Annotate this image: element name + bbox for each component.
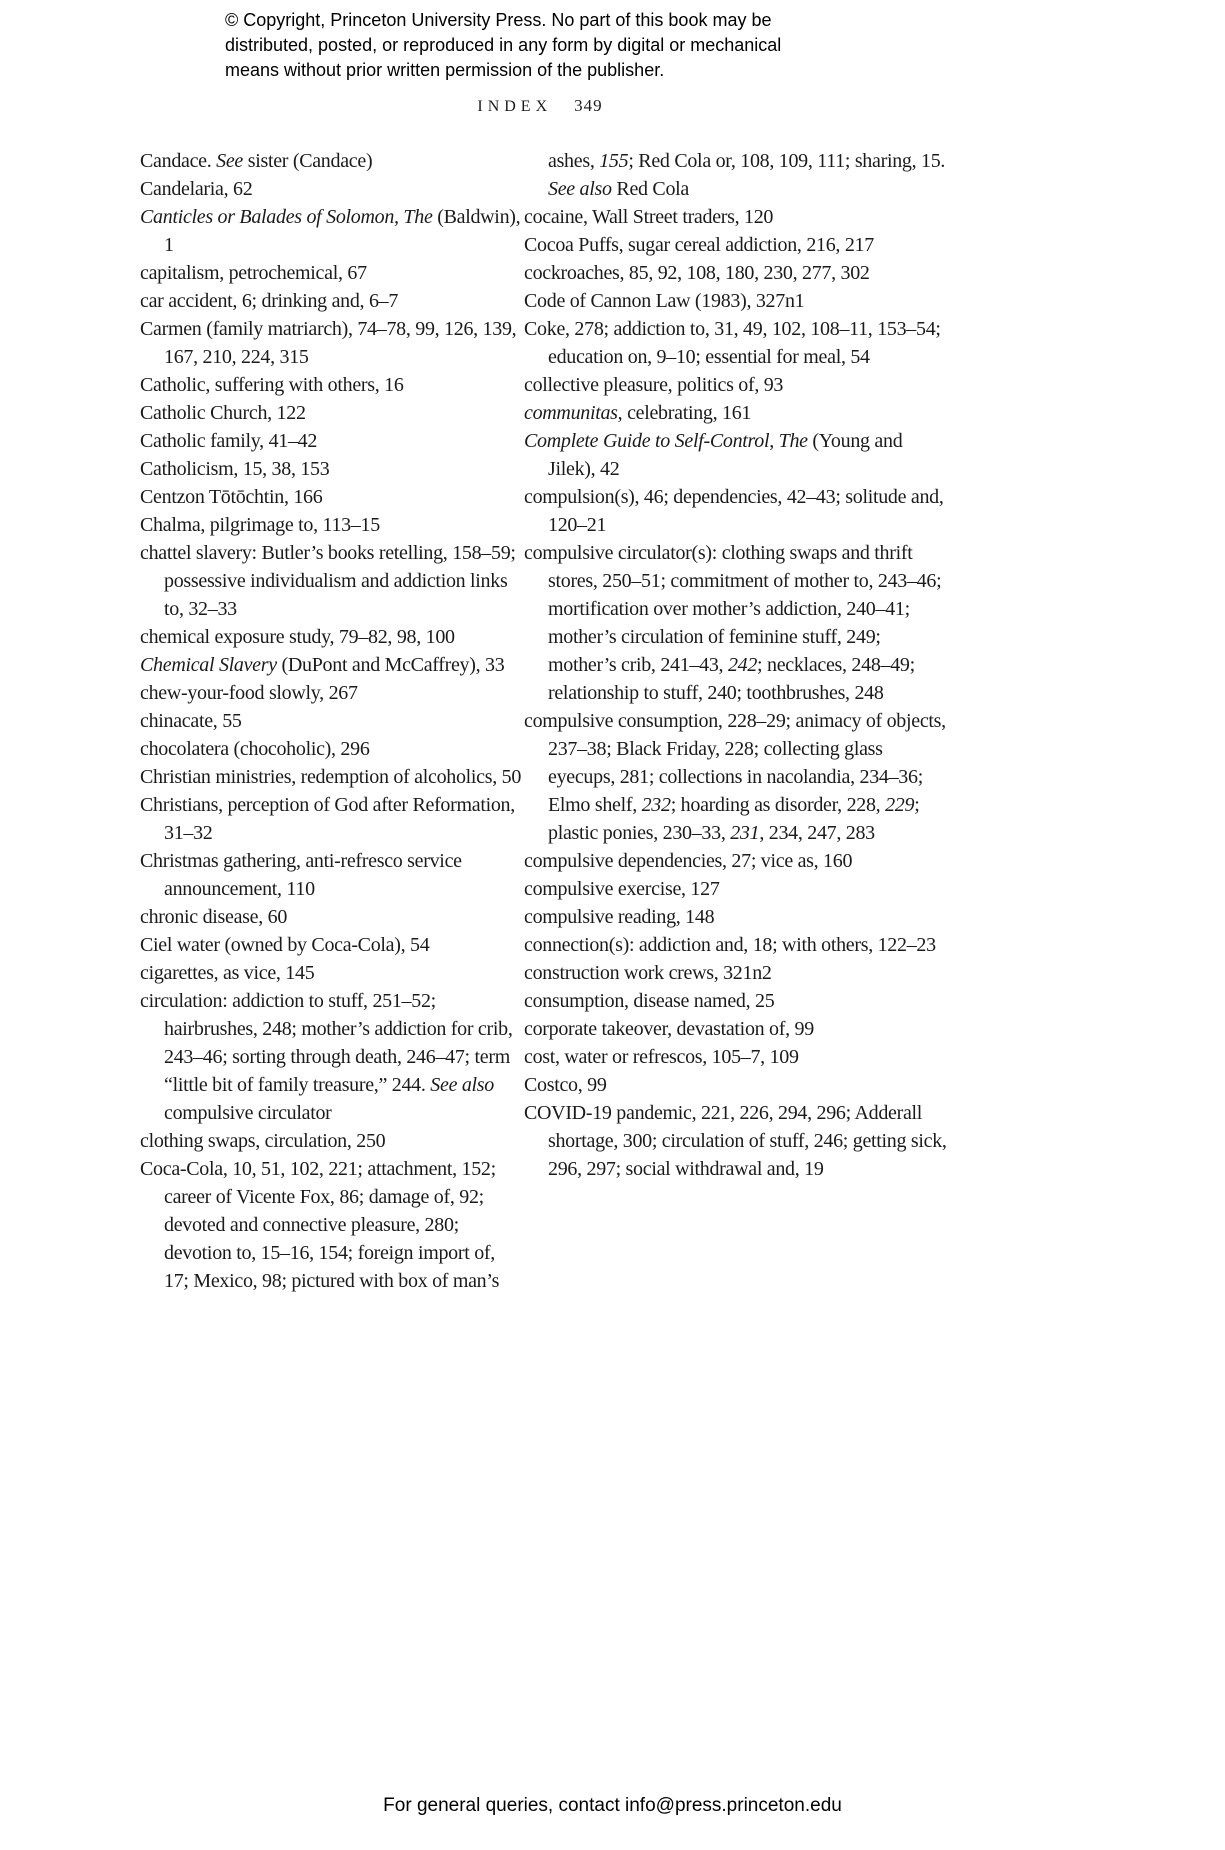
- index-entry: Candace. See sister (Candace): [140, 150, 373, 172]
- index-entry: compulsive exercise, 127: [524, 878, 720, 900]
- copyright-line: © Copyright, Princeton University Press. No part of this book may be: [225, 10, 772, 30]
- index-entry: capitalism, petrochemical, 67: [140, 262, 367, 284]
- index-entry: chinacate, 55: [140, 710, 242, 732]
- index-entry: Centzon Tōtōchtin, 166: [140, 486, 323, 508]
- index-entry: Ciel water (owned by Coca-Cola), 54: [140, 934, 430, 956]
- index-entry: connection(s): addiction and, 18; with others, 122–23: [524, 934, 936, 956]
- index-entry: compulsive dependencies, 27; vice as, 160: [524, 850, 853, 872]
- index-entry: chronic disease, 60: [140, 906, 288, 928]
- index-entry: Christians, perception of God after Reformation, 31–32: [140, 794, 515, 844]
- index-entry: clothing swaps, circulation, 250: [140, 1130, 386, 1152]
- index-entry: chocolatera (chocoholic), 296: [140, 738, 370, 760]
- footer-contact: For general queries, contact info@press.princeton.edu: [383, 1795, 842, 1816]
- index-entry: Catholicism, 15, 38, 153: [140, 458, 330, 480]
- index-entry: chemical exposure study, 79–82, 98, 100: [140, 626, 455, 648]
- index-entry: Complete Guide to Self-Control, The (Young and Jilek), 42: [524, 430, 903, 480]
- index-entry: Catholic Church, 122: [140, 402, 306, 424]
- index-entry: compulsion(s), 46; dependencies, 42–43; solitude and, 120–21: [524, 486, 944, 536]
- index-entry: cockroaches, 85, 92, 108, 180, 230, 277, 302: [524, 262, 870, 284]
- index-entry: Catholic family, 41–42: [140, 430, 318, 452]
- index-entry: cigarettes, as vice, 145: [140, 962, 315, 984]
- index-entry: Chemical Slavery (DuPont and McCaffrey), 33: [140, 654, 505, 676]
- index-entry: circulation: addiction to stuff, 251–52; hairbrushes, 248; mother’s addiction for crib, 243–46; sorting through death, 246–47; term “little bit of family treasure,” 244. See also compulsive circulator: [140, 990, 513, 1124]
- index-entry: COVID-19 pandemic, 221, 226, 294, 296; Adderall shortage, 300; circulation of stuff, 246; getting sick, 296, 297; social withdrawal and, 19: [524, 1102, 947, 1180]
- index-column-left: [140, 147, 524, 1295]
- index-entry: Candelaria, 62: [140, 178, 253, 200]
- index-entry: cost, water or refrescos, 105–7, 109: [524, 1046, 799, 1068]
- copyright-line: means without prior written permission of the publisher.: [225, 60, 665, 80]
- copyright-line: distributed, posted, or reproduced in any form by digital or mechanical: [225, 35, 782, 55]
- index-entry: Carmen (family matriarch), 74–78, 99, 126, 139, 167, 210, 224, 315: [140, 318, 517, 368]
- index-entry: chew-your-food slowly, 267: [140, 682, 358, 704]
- index-entry: Chalma, pilgrimage to, 113–15: [140, 514, 380, 536]
- index-entry: ashes, 155; Red Cola or, 108, 109, 111; sharing, 15. See also Red Cola: [548, 150, 946, 200]
- index-entry: Catholic, suffering with others, 16: [140, 374, 404, 396]
- index-entry: collective pleasure, politics of, 93: [524, 374, 784, 396]
- index-column-right: [524, 147, 948, 1183]
- index-entry: communitas, celebrating, 161: [524, 402, 752, 424]
- index-entry: cocaine, Wall Street traders, 120: [524, 206, 774, 228]
- index-entry: Cocoa Puffs, sugar cereal addiction, 216, 217: [524, 234, 874, 256]
- copyright-notice: [225, 8, 845, 83]
- index-entry: compulsive reading, 148: [524, 906, 715, 928]
- index-entry: Costco, 99: [524, 1074, 607, 1096]
- page-header: [140, 96, 940, 116]
- index-heading: INDEX: [477, 98, 553, 115]
- index-entry: Christmas gathering, anti-refresco service announcement, 110: [140, 850, 462, 900]
- index-entry: Code of Cannon Law (1983), 327n1: [524, 290, 805, 312]
- index-entry: compulsive consumption, 228–29; animacy of objects, 237–38; Black Friday, 228; collecting glass eyecups, 281; collections in nacolandia, 234–36; Elmo shelf, 232; hoarding as disorder, 228, 229; plastic ponies, 230–33, 231, 234, 247, 283: [524, 710, 946, 844]
- index-entry: consumption, disease named, 25: [524, 990, 775, 1012]
- index-entry: corporate takeover, devastation of, 99: [524, 1018, 814, 1040]
- index-entry: compulsive circulator(s): clothing swaps and thrift stores, 250–51; commitment of mother to, 243–46; mortification over mother’s addiction, 240–41; mother’s circulation of feminine stuff, 249; mother’s crib, 241–43, 242; necklaces, 248–49; relationship to stuff, 240; toothbrushes, 248: [524, 542, 942, 704]
- index-entry: Christian ministries, redemption of alcoholics, 50: [140, 766, 522, 788]
- page-number: 349: [574, 96, 603, 115]
- index-entry: Coca-Cola, 10, 51, 102, 221; attachment, 152; career of Vicente Fox, 86; damage of, 92; devoted and connective pleasure, 280; devotion to, 15–16, 154; foreign import of, 17; Mexico, 98; pictured with box of man’s: [140, 1158, 500, 1292]
- index-entry: chattel slavery: Butler’s books retelling, 158–59; possessive individualism and addiction links to, 32–33: [140, 542, 516, 620]
- index-entry: Coke, 278; addiction to, 31, 49, 102, 108–11, 153–54; education on, 9–10; essential for meal, 54: [524, 318, 941, 368]
- index-entry: Canticles or Balades of Solomon, The (Baldwin), 1: [140, 206, 521, 256]
- index-entry: car accident, 6; drinking and, 6–7: [140, 290, 399, 312]
- index-entry: construction work crews, 321n2: [524, 962, 772, 984]
